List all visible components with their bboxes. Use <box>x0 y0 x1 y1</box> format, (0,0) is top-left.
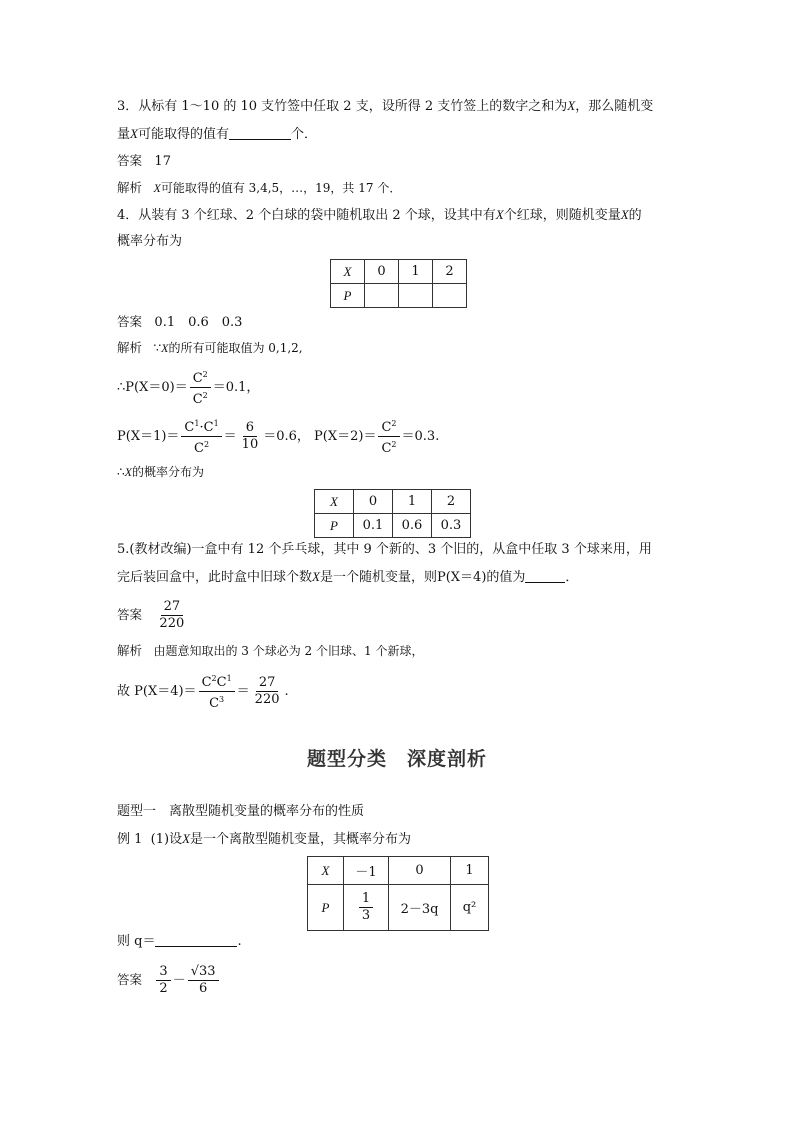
q5-analysis: 解析 由题意知取出的 3 个球必为 2 个旧球、1 个新球， <box>117 643 424 658</box>
q4-conclusion: ∴X的概率分布为 <box>117 465 204 479</box>
table-row: P 0.1 0.6 0.3 <box>315 514 471 538</box>
section-heading: 题型分类 深度剖析 <box>306 748 487 770</box>
example1-question: 则 q＝ . <box>117 934 242 949</box>
q3-line2: 量X可能取得的值有 个． <box>117 126 317 142</box>
q5-answer: 答案 $\frac{27}{220}$ <box>117 599 185 631</box>
example1-answer: 答案 $\frac{3}{2}$ － $\frac{√33}{6}$ <box>117 962 221 999</box>
answer-blank <box>525 568 565 583</box>
example1-distribution-table <box>307 856 489 931</box>
q3-line1: 3．从标有 1～10 的 10 支竹签中任取 2 支，设所得 2 支竹签上的数字之和为X，那么随机变 <box>117 98 654 114</box>
q5-line1: 5.(教材改编)一盒中有 12 个乒乓球，其中 9 个新的、3 个旧的，从盒中任取 3 个球来用，用 <box>117 542 652 557</box>
table-row: P $\frac{1}{3}$ 2－3q q² <box>308 885 489 931</box>
q4-line2: 概率分布为 <box>117 234 183 249</box>
q5-line2: 完后装回盒中，此时盒中旧球个数X是一个随机变量，则P(X＝4)的值为 ． <box>117 569 579 585</box>
answer-blank <box>155 932 237 947</box>
q3-answer: 答案 17 <box>117 153 171 169</box>
table-row: X －1 0 1 <box>308 857 489 885</box>
q5-eq: 故 P(X＝4)＝ $\frac{C^2C^1}{C^3}$ ＝ $\frac{27}{220}$ . <box>117 674 289 711</box>
q4-answer: 答案 0.1 0.6 0.3 <box>117 314 243 330</box>
q4-result-table <box>314 489 471 538</box>
q4-eq1: ∴P(X＝0)＝ $\frac{C^2}{C^2}$ ＝0.1， <box>117 370 260 407</box>
q4-distribution-table <box>330 259 467 308</box>
table-row: P <box>331 284 467 308</box>
q4-line1: 4．从装有 3 个红球、2 个白球的袋中随机取出 2 个球，设其中有X个红球，则随机变量X的 <box>117 207 642 223</box>
example1-line: 例 1 (1)设X是一个离散型随机变量，其概率分布为 <box>117 831 412 847</box>
type1-title: 题型一 离散型随机变量的概率分布的性质 <box>117 804 365 819</box>
answer-blank <box>229 125 291 140</box>
table-row: X 0 1 2 <box>331 260 467 284</box>
q4-eq2: P(X＝1)＝ $\frac{C^1\cdot C^1}{C^2}$ ＝ $\frac{6}{10}$ ＝0.6， P(X＝2)＝ $\frac{C^2}{C^2}$ ＝0.3. <box>117 419 440 456</box>
q4-analysis: 解析 ∵X的所有可能取值为 0,1,2, <box>117 340 303 355</box>
q3-analysis: 解析 X可能取得的值有 3,4,5，…，19，共 17 个． <box>117 180 402 195</box>
table-row: X 0 1 2 <box>315 490 471 514</box>
